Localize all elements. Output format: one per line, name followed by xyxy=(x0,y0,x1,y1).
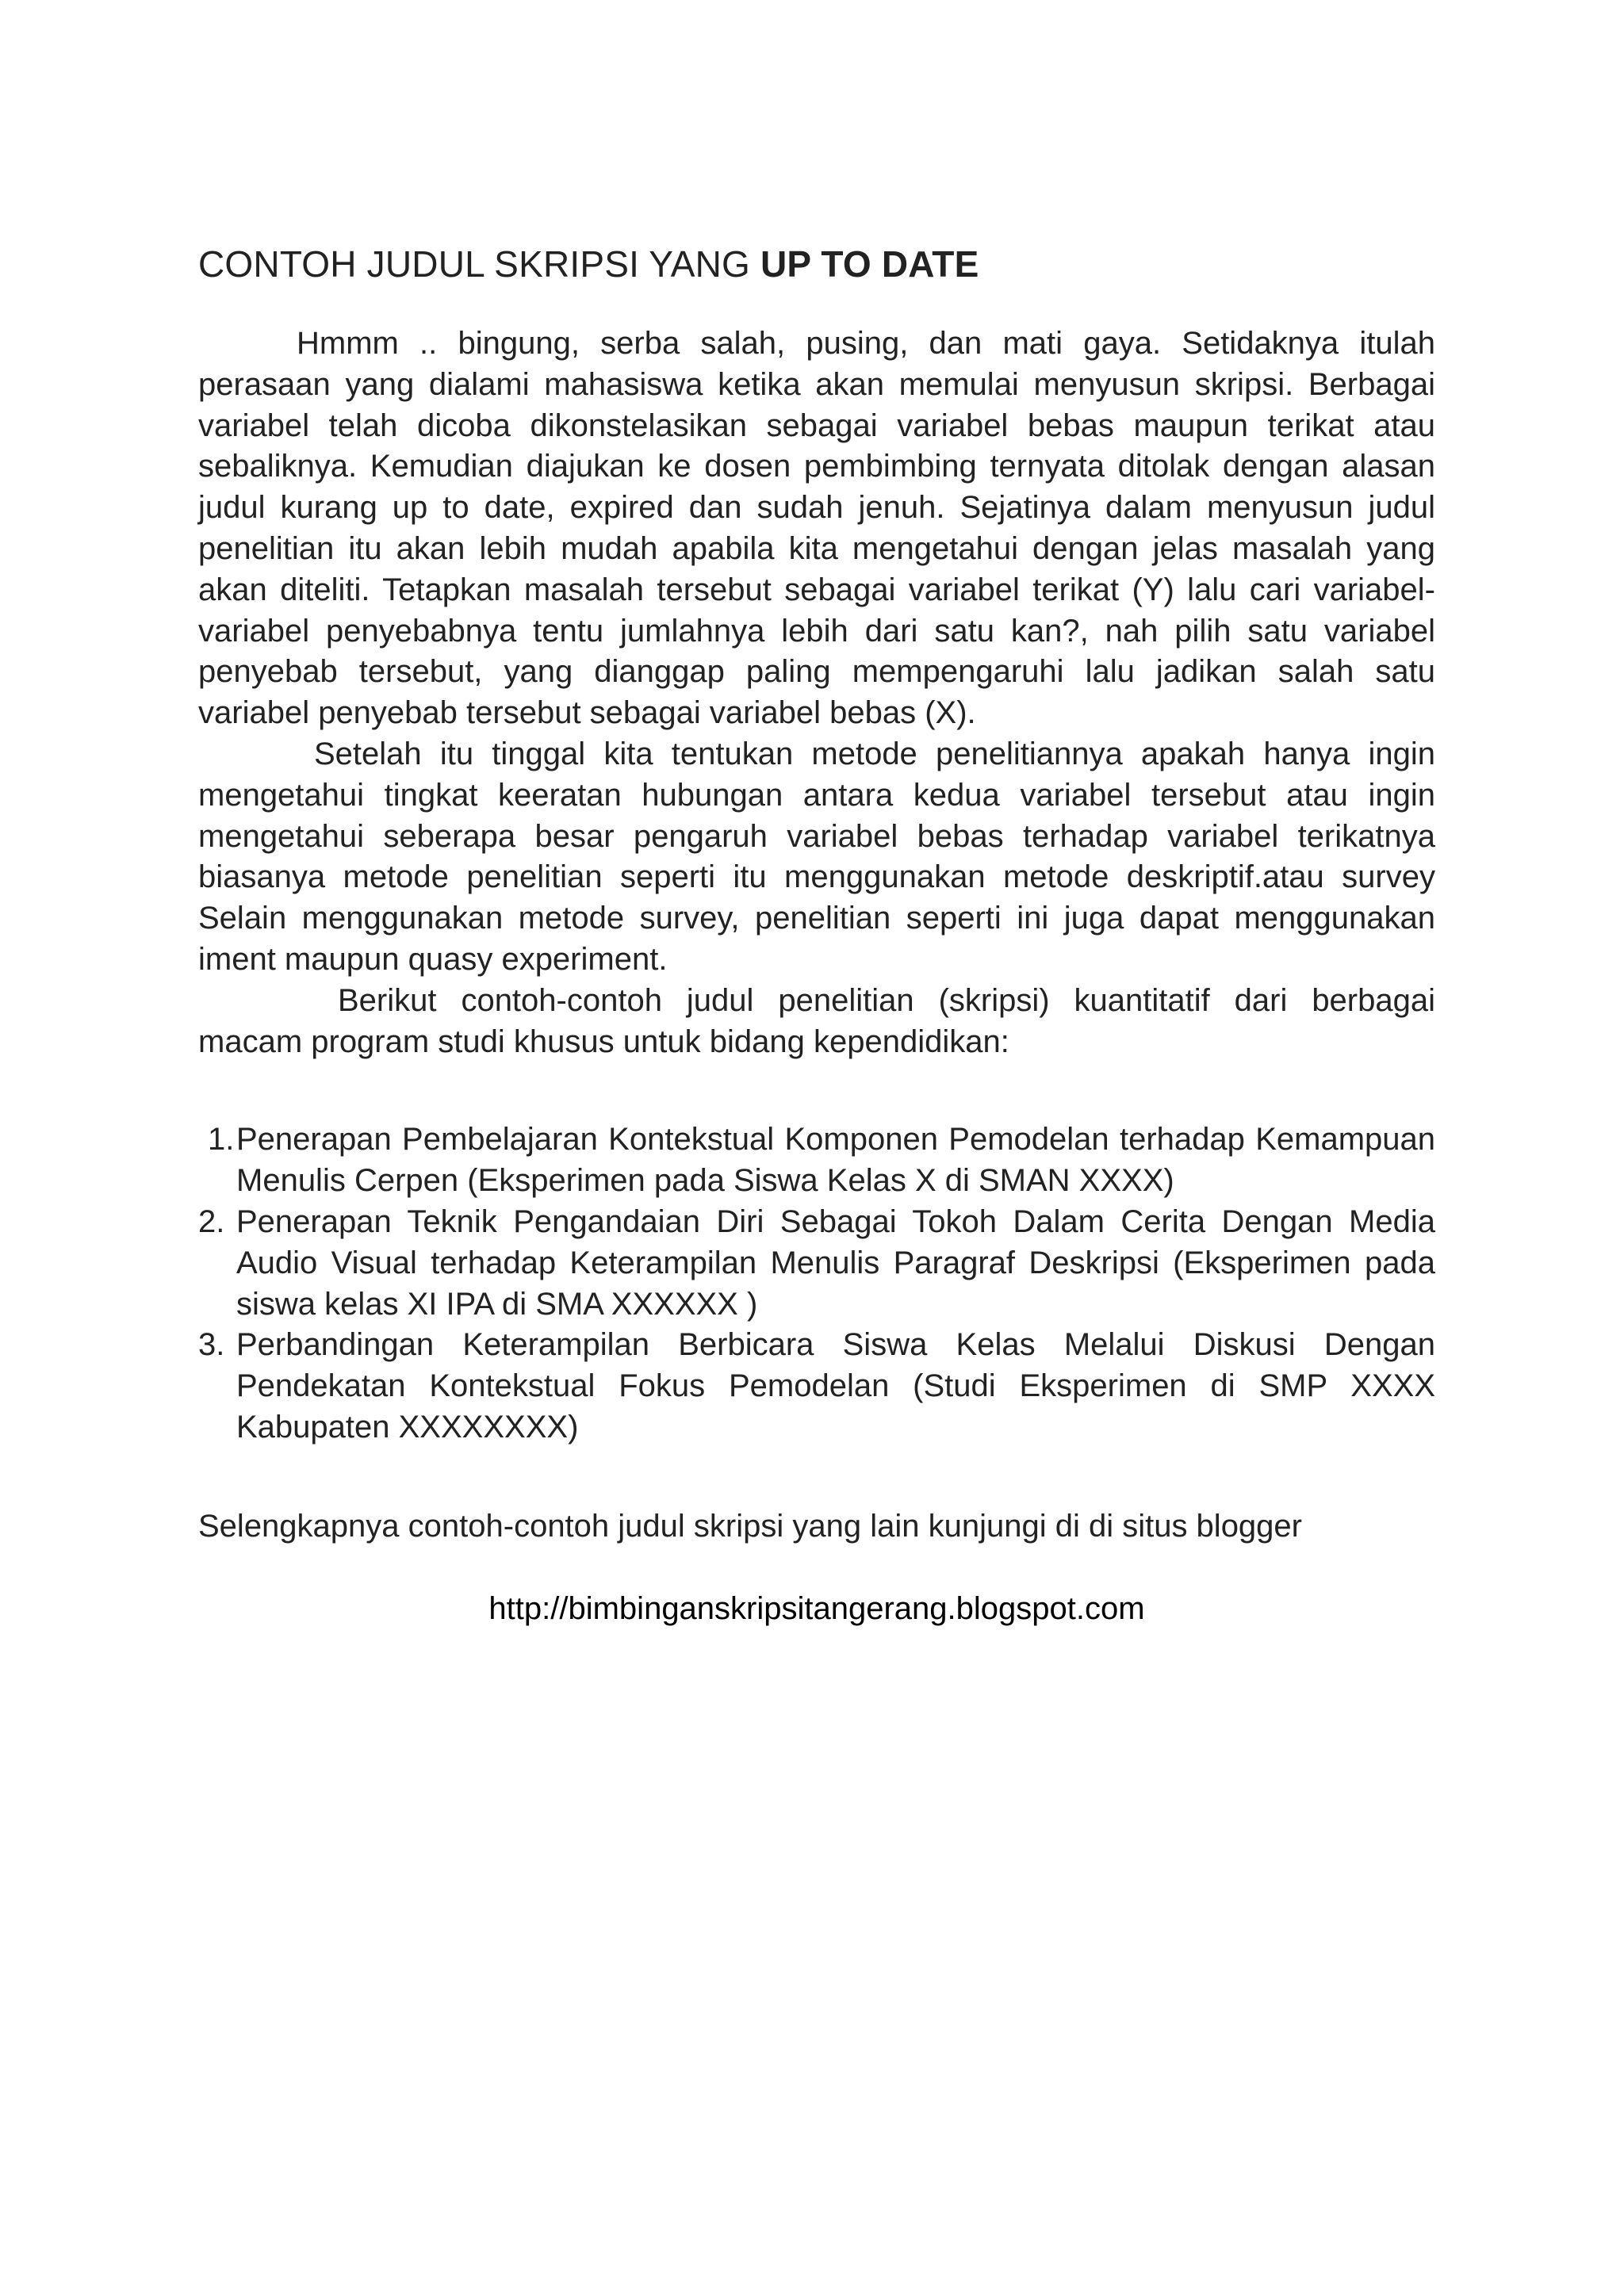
list-item xyxy=(198,1119,1435,1202)
list-item-number: 1. xyxy=(208,1122,235,1158)
list-item-text: Penerapan Pembelajaran Kontekstual Komponen Pemodelan terhadap Kemampuan Menulis Cerpen (Eksperimen pada Siswa Kelas X di SMAN XXXX) xyxy=(236,1122,1435,1199)
list-item-text: Penerapan Teknik Pengandaian Diri Sebagai Tokoh Dalam Cerita Dengan Media Audio Visual terhadap Keterampilan Menulis Paragraf Deskripsi (Eksperimen pada siswa kelas XI IPA di SMA XXXXXX ) xyxy=(236,1203,1435,1322)
title-examples-list xyxy=(198,1119,1435,1448)
list-item xyxy=(198,1202,1435,1325)
closing-text: Selengkapnya contoh-contoh judul skripsi yang lain kunjungi di di situs blogger xyxy=(198,1508,1302,1544)
list-item-text: Perbandingan Keterampilan Berbicara Siswa Kelas Melalui Diskusi Dengan Pendekatan Kontekstual Fokus Pemodelan (Studi Eksperimen di SMP XXXX Kabupaten XXXXXXXX) xyxy=(236,1327,1435,1445)
paragraph-intro: Hmmm .. bingung, serba salah, pusing, dan mati gaya. Setidaknya itulah perasaan yang dialami mahasiswa ketika akan memulai menyusun skripsi. Berbagai variabel telah dicoba dikonstelasikan sebagai variabel bebas maupun terikat atau sebaliknya. Kemudian diajukan ke dosen pembimbing ternyata ditolak dengan alasan judul kurang up to date, expired dan sudah jenuh. Sejatinya dalam menyusun judul penelitian itu akan lebih mudah apabila kita mengetahui dengan jelas masalah yang akan diteliti. Tetapkan masalah tersebut sebagai variabel terikat (Y) lalu cari variabel-variabel penyebabnya tentu jumlahnya lebih dari satu kan?, nah pilih satu variabel penyebab tersebut, yang dianggap paling mempengaruhi lalu jadikan salah satu variabel penyebab tersebut sebagai variabel bebas (X). xyxy=(198,326,1435,731)
list-item-number: 3. xyxy=(198,1327,225,1363)
title-normal-text: CONTOH JUDUL SKRIPSI YANG xyxy=(198,243,760,285)
list-item-number: 2. xyxy=(198,1203,225,1239)
document-page xyxy=(198,236,1435,1629)
paragraph-method: Setelah itu tinggal kita tentukan metode penelitiannya apakah hanya ingin mengetahui tingkat keeratan hubungan antara kedua variabel tersebut atau ingin mengetahui seberapa besar pengaruh variabel bebas terhadap variabel terikatnya biasanya metode penelitian seperti itu menggunakan metode deskriptif.atau survey Selain menggunakan metode survey, penelitian seperti ini juga dapat menggunakan iment maupun quasy experiment. xyxy=(198,736,1435,977)
document-title xyxy=(198,236,1435,292)
paragraph-examples-intro: Berikut contoh-contoh judul penelitian (skripsi) kuantitatif dari berbagai macam program studi khusus untuk bidang kependidikan: xyxy=(198,982,1435,1059)
blog-url-link[interactable]: http://bimbinganskripsitangerang.blogspot.com xyxy=(488,1590,1145,1626)
title-bold-text: UP TO DATE xyxy=(760,243,979,285)
list-item xyxy=(198,1325,1435,1448)
